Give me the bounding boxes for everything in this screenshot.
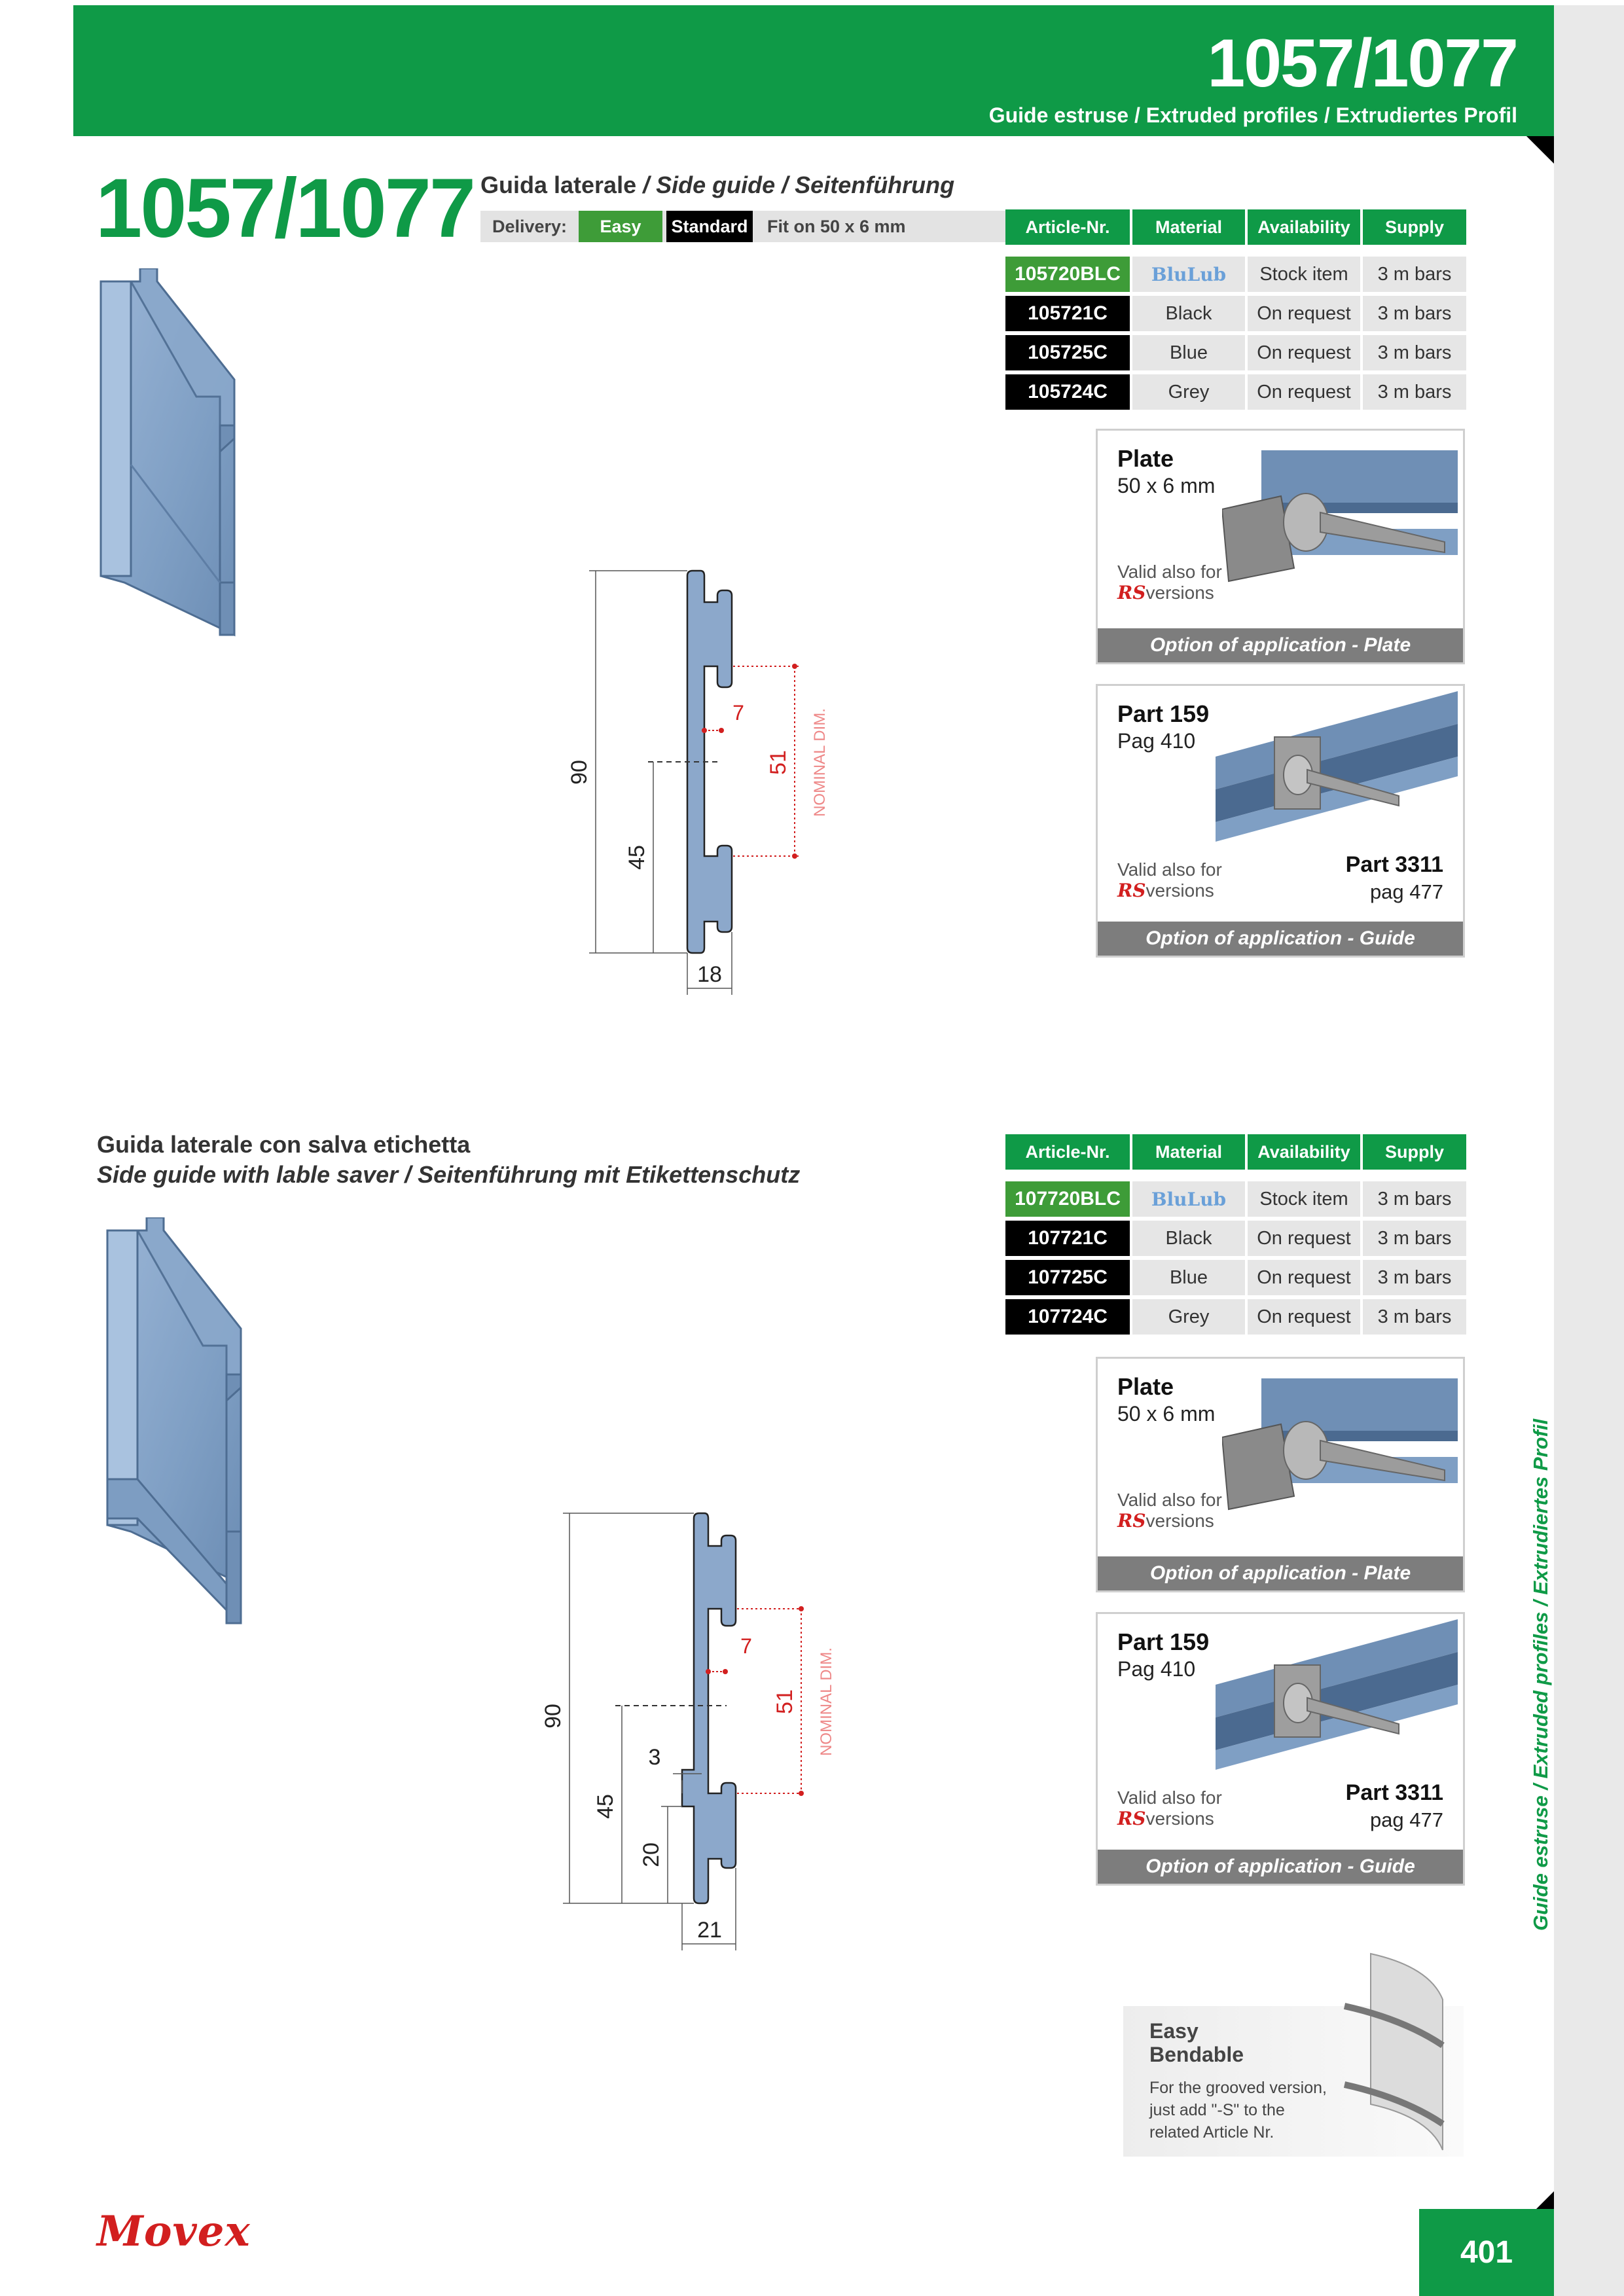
- guide-application-image: [1202, 691, 1458, 848]
- part-page: pag 477: [1369, 1808, 1443, 1831]
- easy-text-1: For the grooved version,: [1149, 2079, 1327, 2097]
- material: Blue: [1132, 335, 1245, 370]
- app-guide-valid: [1117, 1787, 1222, 1829]
- col-supply: Supply: [1363, 209, 1466, 245]
- app-plate-subtitle: 50 x 6 mm: [1117, 1402, 1216, 1426]
- delivery-standard-badge: Standard: [666, 211, 753, 242]
- nominal-dim-label: NOMINAL DIM.: [818, 1647, 835, 1756]
- table-row: [1005, 335, 1466, 370]
- app-plate-bar: Option of application - Plate: [1098, 628, 1463, 662]
- dim-3: 3: [648, 1745, 661, 1770]
- app-plate-bar: Option of application - Plate: [1098, 1556, 1463, 1590]
- article-number: 105725C: [1005, 335, 1130, 370]
- easy-bendable-title: [1149, 2019, 1244, 2066]
- supply: 3 m bars: [1363, 1299, 1466, 1335]
- section1-article-table: [1005, 209, 1466, 414]
- app-plate-valid: [1117, 562, 1222, 603]
- material-blulub-logo: BluLub: [1132, 1181, 1245, 1217]
- app-guide-bar: Option of application - Guide: [1098, 1850, 1463, 1884]
- rs-logo: RS: [1117, 582, 1146, 603]
- rs-logo: RS: [1117, 1510, 1146, 1532]
- delivery-fit: Fit on 50 x 6 mm: [767, 216, 906, 236]
- easy-bendable-text: [1149, 2077, 1346, 2144]
- table-row: [1005, 1299, 1466, 1335]
- application-guide-box: [1096, 684, 1465, 958]
- table-row: [1005, 1260, 1466, 1295]
- profile-drawing-1057: [563, 563, 903, 1008]
- supply: 3 m bars: [1363, 257, 1466, 292]
- table-row: [1005, 374, 1466, 410]
- versions-text: versions: [1146, 880, 1214, 901]
- rs-logo: RS: [1117, 880, 1146, 901]
- section2-article-table: [1005, 1134, 1466, 1338]
- valid-text: Valid also for: [1117, 859, 1222, 880]
- easy-title-1: Easy: [1149, 2019, 1199, 2043]
- dim-7: 7: [740, 1634, 752, 1658]
- dim-90: 90: [541, 1704, 566, 1729]
- bendable-profile-image: [1331, 1947, 1462, 2157]
- app-guide-bar: Option of application - Guide: [1098, 922, 1463, 956]
- easy-bendable-box: [1123, 2006, 1464, 2157]
- material-blulub-logo: BluLub: [1132, 257, 1245, 292]
- article-number: 107720BLC: [1005, 1181, 1130, 1217]
- availability: On request: [1248, 335, 1360, 370]
- table-row: [1005, 1221, 1466, 1256]
- header-subtitle-text: Guide estruse / Extruded profiles / Extrudiertes Profil: [988, 103, 1517, 127]
- app-guide-part: [1346, 851, 1443, 906]
- header-corner-triangle: [1526, 136, 1554, 164]
- profile-3d-render-1077: [98, 1217, 360, 1676]
- application-guide-box-2: [1096, 1612, 1465, 1886]
- guide-application-image: [1202, 1619, 1458, 1776]
- article-number: 107725C: [1005, 1260, 1130, 1295]
- col-availability: Availability: [1248, 1134, 1360, 1170]
- plate-application-image: [1222, 1365, 1458, 1516]
- dim-7: 7: [732, 701, 744, 725]
- col-supply: Supply: [1363, 1134, 1466, 1170]
- easy-text-3: related Article Nr.: [1149, 2123, 1274, 2142]
- article-number: 105724C: [1005, 374, 1130, 410]
- section2-title-en: Side guide with lable saver: [97, 1161, 399, 1188]
- versions-text: versions: [1146, 583, 1214, 603]
- part-page: pag 477: [1369, 880, 1443, 903]
- page-number: 401: [1419, 2209, 1554, 2296]
- easy-text-2: just add "-S" to the: [1149, 2101, 1285, 2119]
- delivery-label: Delivery:: [492, 216, 568, 236]
- table-row: [1005, 296, 1466, 331]
- col-material: Material: [1132, 209, 1245, 245]
- availability: On request: [1248, 374, 1360, 410]
- availability: On request: [1248, 1221, 1360, 1256]
- article-number: 105720BLC: [1005, 257, 1130, 292]
- app-plate-title: Plate: [1117, 1373, 1174, 1400]
- app-guide-title: Part 159: [1117, 700, 1210, 727]
- material: Blue: [1132, 1260, 1245, 1295]
- supply: 3 m bars: [1363, 335, 1466, 370]
- section1-title-de: Seitenführung: [795, 171, 955, 198]
- part-number: Part 3311: [1345, 1780, 1443, 1805]
- dim-45: 45: [624, 845, 649, 870]
- article-number: 105721C: [1005, 296, 1130, 331]
- supply: 3 m bars: [1363, 1260, 1466, 1295]
- rs-logo: RS: [1117, 1808, 1146, 1829]
- section2-title-it: Guida laterale con salva etichetta: [97, 1131, 471, 1158]
- valid-text: Valid also for: [1117, 1787, 1222, 1808]
- application-plate-box: [1096, 429, 1465, 664]
- table-row: [1005, 257, 1466, 292]
- app-guide-part: [1346, 1779, 1443, 1834]
- availability: Stock item: [1248, 1181, 1360, 1217]
- delivery-easy-badge: Easy: [579, 211, 662, 242]
- side-label: Guide estruse / Extruded profiles / Extrudiertes Profil: [1529, 1418, 1552, 1931]
- delivery-bar: [480, 211, 1008, 242]
- supply: 3 m bars: [1363, 296, 1466, 331]
- dim-90: 90: [567, 760, 592, 785]
- col-article: Article-Nr.: [1005, 1134, 1130, 1170]
- dim-18: 18: [697, 962, 722, 987]
- app-guide-valid: [1117, 859, 1222, 901]
- col-article: Article-Nr.: [1005, 209, 1130, 245]
- supply: 3 m bars: [1363, 1221, 1466, 1256]
- section1-title-en: Side guide: [656, 171, 776, 198]
- header-banner: [73, 5, 1554, 136]
- material: Grey: [1132, 1299, 1245, 1335]
- easy-title-2: Bendable: [1149, 2043, 1244, 2066]
- dim-51: 51: [772, 1689, 797, 1714]
- section2-title-de: Seitenführung mit Etikettenschutz: [418, 1161, 801, 1188]
- material: Black: [1132, 296, 1245, 331]
- availability: On request: [1248, 1260, 1360, 1295]
- section2-title: Guida laterale con salva etichetta Side guide with lable saver / Seitenführung mit Etikettenschutz: [97, 1131, 801, 1188]
- col-material: Material: [1132, 1134, 1245, 1170]
- valid-text: Valid also for: [1117, 1490, 1222, 1510]
- col-availability: Availability: [1248, 209, 1360, 245]
- supply: 3 m bars: [1363, 1181, 1466, 1217]
- table-row: [1005, 1181, 1466, 1217]
- dim-20: 20: [639, 1842, 664, 1867]
- product-title: 1057/1077: [96, 162, 475, 255]
- section1-title: Guida laterale / Side guide / Seitenführung: [480, 171, 955, 198]
- dim-21: 21: [697, 1918, 722, 1943]
- supply: 3 m bars: [1363, 374, 1466, 410]
- profile-drawing-1077: [530, 1505, 897, 1964]
- app-plate-subtitle: 50 x 6 mm: [1117, 474, 1216, 497]
- valid-text: Valid also for: [1117, 562, 1222, 582]
- material: Grey: [1132, 374, 1245, 410]
- section1-title-it: Guida laterale: [480, 171, 637, 198]
- application-plate-box-2: [1096, 1357, 1465, 1592]
- nominal-dim-label: NOMINAL DIM.: [811, 708, 829, 817]
- app-plate-title: Plate: [1117, 445, 1174, 472]
- app-guide-subtitle: Pag 410: [1117, 729, 1196, 753]
- header-number: 1057/1077: [1207, 26, 1517, 101]
- app-plate-valid: [1117, 1490, 1222, 1532]
- profile-3d-render-1057: [92, 268, 353, 713]
- table-header: [1005, 209, 1466, 245]
- availability: Stock item: [1248, 257, 1360, 292]
- availability: On request: [1248, 296, 1360, 331]
- article-number: 107721C: [1005, 1221, 1130, 1256]
- table-header: [1005, 1134, 1466, 1170]
- header-subtitle: [989, 103, 1517, 128]
- plate-application-image: [1222, 437, 1458, 588]
- app-guide-subtitle: Pag 410: [1117, 1657, 1196, 1681]
- side-strip: [1554, 5, 1624, 2296]
- versions-text: versions: [1146, 1511, 1214, 1531]
- movex-logo: Movex: [97, 2207, 251, 2256]
- material: Black: [1132, 1221, 1245, 1256]
- dim-45: 45: [593, 1794, 618, 1819]
- part-number: Part 3311: [1345, 852, 1443, 877]
- dim-51: 51: [766, 750, 791, 775]
- app-guide-title: Part 159: [1117, 1628, 1210, 1655]
- availability: On request: [1248, 1299, 1360, 1335]
- versions-text: versions: [1146, 1808, 1214, 1829]
- article-number: 107724C: [1005, 1299, 1130, 1335]
